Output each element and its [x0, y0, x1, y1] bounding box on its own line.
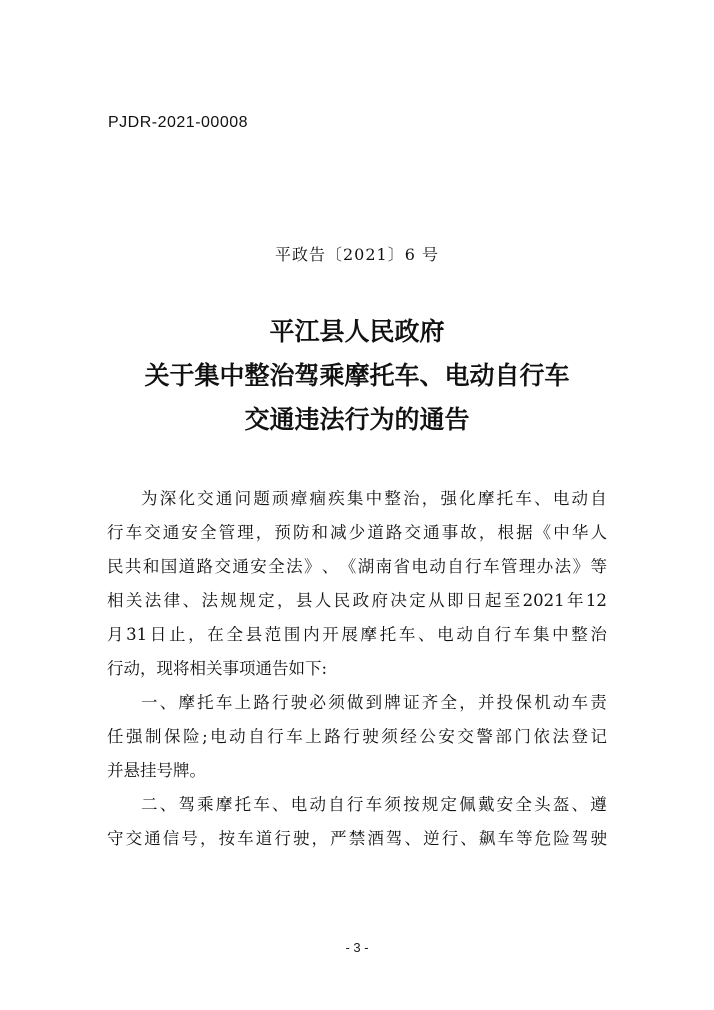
body-line: 并悬挂号牌。 — [107, 761, 206, 780]
body-line: 行动，现将相关事项通告如下: — [107, 659, 328, 678]
body-line: 任 强 制 保 险 ; 电 动 自 行 车 上 路 行 驶 须 经 公 安 交 警 部 门 依 法 登 记 — [107, 727, 607, 746]
document-body — [107, 482, 607, 856]
body-line: 行 车 交 通 安 全 管 理 ， 预 防 和 减 少 道 路 交 通 事 故 ， 根 据 《 中 华 人 — [107, 523, 607, 542]
document-number: 平政告〔2021〕6 号 — [275, 245, 439, 264]
body-line: 二 、 驾 乘 摩 托 车 、 电 动 自 行 车 须 按 规 定 佩 戴 安 全 头 盔 、 遵 — [141, 795, 607, 814]
document-id: PJDR-2021-00008 — [108, 114, 249, 131]
title-line: 平江县人民政府 — [269, 317, 445, 346]
document-title — [0, 310, 714, 442]
body-line: 相 关 法 律 、 法 规 规 定 ， 县 人 民 政 府 决 定 从 即 日 起 至 2021 年 12 — [107, 591, 607, 610]
body-line: 为 深 化 交 通 问 题 顽 瘴 痼 疾 集 中 整 治 ， 强 化 摩 托 车 、 电 动 自 — [141, 489, 607, 508]
body-line: 民 共 和 国 道 路 交 通 安 全 法 》 、 《 湖 南 省 电 动 自 行 车 管 理 办 法 》 等 — [107, 557, 607, 576]
body-line: 月 31 日 止 ， 在 全 县 范 围 内 开 展 摩 托 车 、 电 动 自 行 车 集 中 整 治 — [107, 625, 607, 644]
body-line: 守 交 通 信 号 ， 按 车 道 行 驶 ， 严 禁 酒 驾 、 逆 行 、 飙 车 等 危 险 驾 驶 — [107, 829, 607, 848]
title-line: 关于集中整治驾乘摩托车、电动自行车 — [144, 361, 570, 390]
page-number: - 3 - — [345, 940, 369, 955]
body-line: 一 、 摩 托 车 上 路 行 驶 必 须 做 到 牌 证 齐 全 ， 并 投 保 机 动 车 责 — [141, 693, 607, 712]
title-line: 交通违法行为的通告 — [244, 405, 470, 434]
